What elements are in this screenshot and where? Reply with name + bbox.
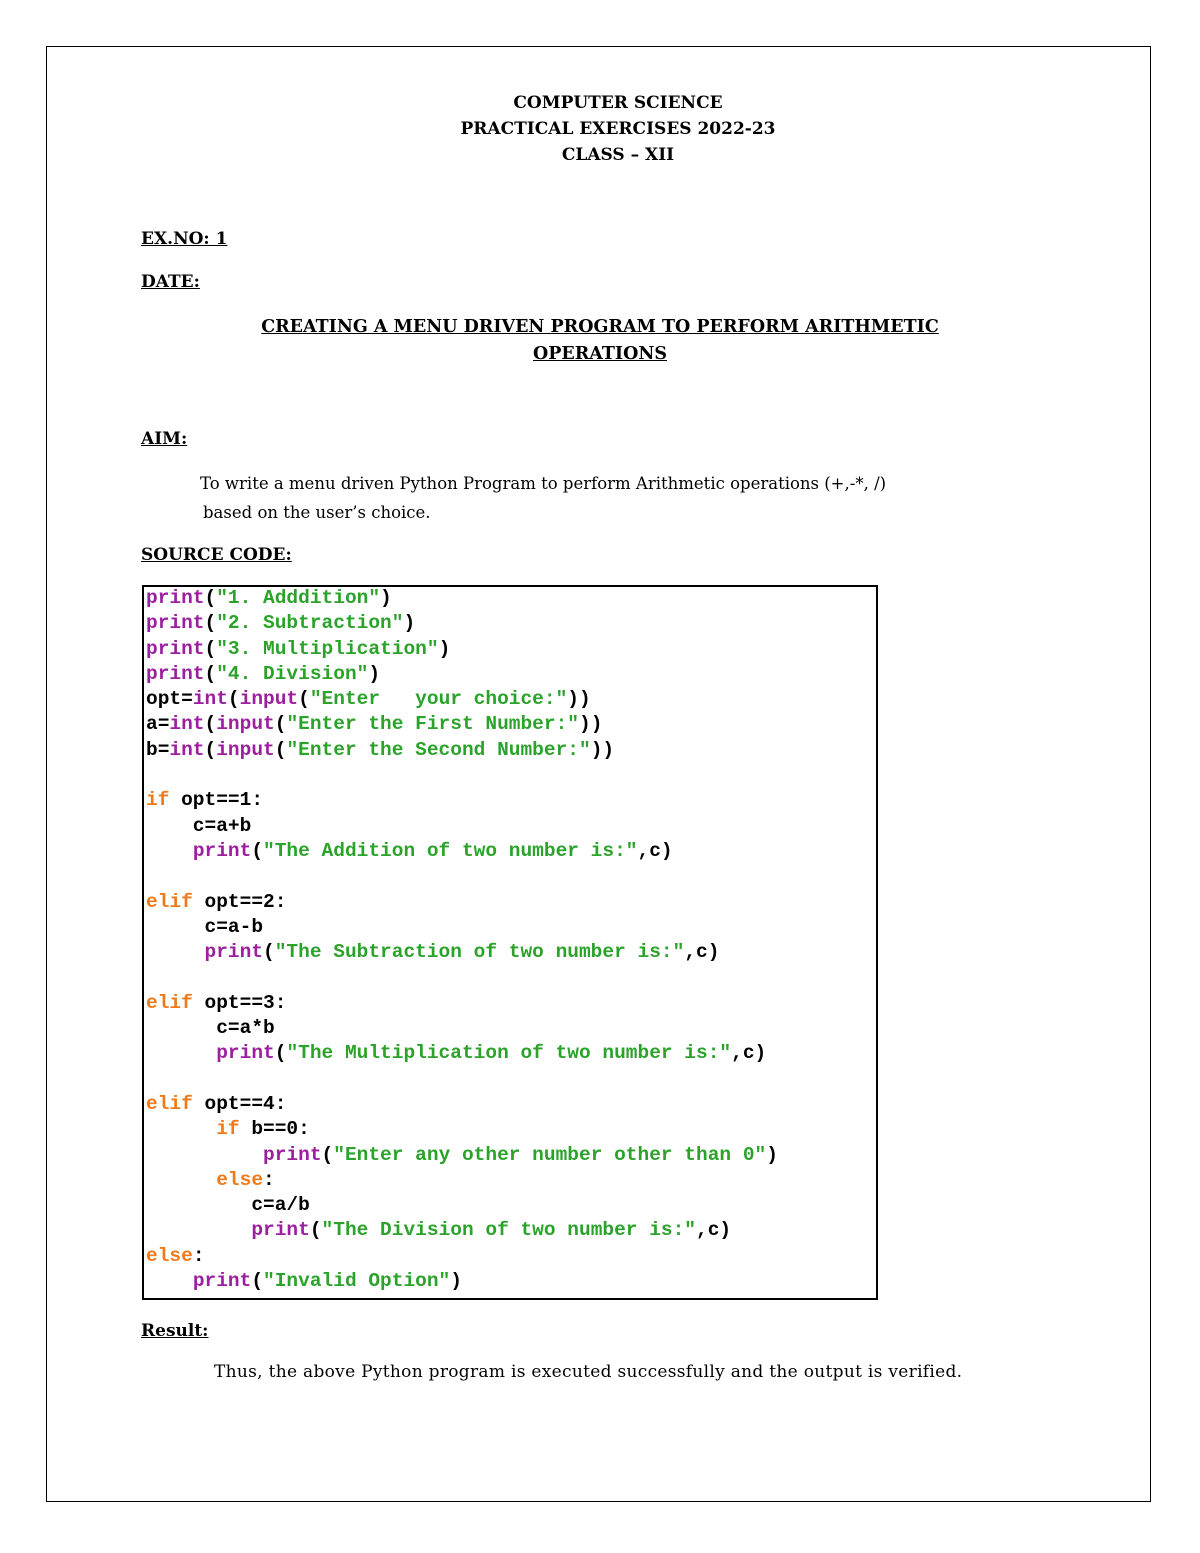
code-token: ( xyxy=(227,688,240,711)
exercise-title xyxy=(0,314,1200,368)
code-token: input xyxy=(216,738,275,761)
code-token: print xyxy=(192,839,252,862)
code-line xyxy=(146,1244,778,1269)
code-token: c=a*b xyxy=(146,1017,275,1040)
header-subject: COMPUTER SCIENCE xyxy=(513,93,723,113)
code-token: c=a-b xyxy=(146,915,264,938)
code-line xyxy=(146,712,778,737)
code-line xyxy=(146,940,778,965)
code-token: )) xyxy=(590,738,615,761)
code-token: print xyxy=(251,1219,310,1242)
code-line xyxy=(146,814,778,839)
code-line xyxy=(146,864,778,889)
code-token: int xyxy=(169,713,205,736)
exercise-number-label: EX.NO: 1 xyxy=(141,229,228,249)
date-label: DATE: xyxy=(141,272,200,292)
code-token: "3. Multiplication" xyxy=(216,637,439,660)
code-line xyxy=(146,1092,778,1117)
code-token: ( xyxy=(204,587,217,609)
code-token: : xyxy=(263,1168,275,1191)
code-token: "2. Subtraction" xyxy=(216,612,404,635)
code-line xyxy=(146,1218,778,1243)
code-token xyxy=(146,1042,216,1064)
code-token: ) xyxy=(403,612,416,635)
code-token: ( xyxy=(204,662,217,685)
code-token: opt= xyxy=(146,688,193,711)
code-token xyxy=(146,1219,251,1241)
code-line xyxy=(146,1117,778,1142)
code-token: ) xyxy=(380,587,392,609)
code-token: print xyxy=(192,1270,252,1293)
header-class: CLASS – XII xyxy=(561,145,675,165)
code-token: ( xyxy=(274,713,287,736)
code-token: ( xyxy=(251,1270,264,1293)
aim-line2: based on the user’s choice. xyxy=(203,503,431,522)
code-token: ,c) xyxy=(696,1219,732,1242)
code-token: "The Multiplication of two number is:" xyxy=(286,1042,732,1065)
code-token: ( xyxy=(204,612,217,635)
code-token: "Enter your choice:" xyxy=(309,688,568,711)
code-token: print xyxy=(146,612,205,635)
code-token: ) xyxy=(766,1143,778,1166)
code-token: int xyxy=(169,738,205,761)
code-line xyxy=(146,890,778,915)
code-token: print xyxy=(146,587,205,609)
code-token: ( xyxy=(274,1042,287,1065)
code-line xyxy=(146,1067,778,1092)
code-token: ) xyxy=(438,637,451,660)
code-token: c=a+b xyxy=(146,814,252,837)
code-token: opt==4: xyxy=(192,1092,287,1115)
code-token: "Enter any other number other than 0" xyxy=(333,1143,767,1166)
code-line xyxy=(146,662,778,687)
header-exercises: PRACTICAL EXERCISES 2022-23 xyxy=(460,119,776,139)
code-token: ( xyxy=(321,1143,334,1166)
code-token: "4. Division" xyxy=(216,662,369,685)
code-token: int xyxy=(192,688,228,711)
code-line xyxy=(146,965,778,990)
code-token: a= xyxy=(146,713,170,736)
code-line xyxy=(146,1143,778,1168)
code-token: "The Subtraction of two number is:" xyxy=(274,941,685,964)
code-line xyxy=(146,1041,778,1066)
code-token: "Enter the First Number:" xyxy=(286,713,579,736)
code-token: ( xyxy=(204,713,217,736)
code-line xyxy=(146,687,778,712)
code-token: )) xyxy=(567,688,591,711)
code-token: c=a/b xyxy=(146,1194,310,1217)
code-token: ) xyxy=(450,1270,462,1293)
code-token: ( xyxy=(251,839,264,862)
aim-text xyxy=(200,469,1100,527)
code-line xyxy=(146,1016,778,1041)
code-token: ( xyxy=(204,738,217,761)
code-token: b==0: xyxy=(239,1118,310,1141)
code-token: ( xyxy=(309,1219,322,1242)
code-token: ,c) xyxy=(637,839,673,862)
code-token: if xyxy=(216,1118,240,1141)
code-line xyxy=(146,1193,778,1218)
code-token: print xyxy=(146,637,205,660)
code-token: ( xyxy=(263,941,275,964)
result-heading: Result: xyxy=(141,1321,209,1341)
code-token: print xyxy=(146,662,205,685)
exercise-title-line2: OPERATIONS xyxy=(533,344,667,364)
code-token: input xyxy=(216,713,275,736)
code-line xyxy=(146,763,778,788)
code-token xyxy=(146,1270,193,1292)
code-line xyxy=(146,1269,778,1294)
code-token: input xyxy=(239,688,299,711)
code-line xyxy=(146,991,778,1016)
code-line xyxy=(146,611,778,636)
code-token xyxy=(146,1169,216,1191)
code-line xyxy=(146,586,778,611)
code-token: "Invalid Option" xyxy=(263,1270,451,1293)
code-token xyxy=(146,1144,263,1166)
code-token: "The Division of two number is:" xyxy=(321,1219,697,1242)
code-line xyxy=(146,738,778,763)
code-token: else xyxy=(146,1244,193,1267)
code-token: "Enter the Second Number:" xyxy=(286,738,591,761)
code-token: b= xyxy=(146,738,170,761)
exercise-title-line1: CREATING A MENU DRIVEN PROGRAM TO PERFORM ARITHMETIC xyxy=(261,317,939,337)
code-line xyxy=(146,1168,778,1193)
code-token: ( xyxy=(204,637,217,660)
aim-heading: AIM: xyxy=(141,429,188,449)
code-line xyxy=(146,637,778,662)
code-line xyxy=(146,788,778,813)
code-token: ) xyxy=(368,662,381,685)
code-token: elif xyxy=(146,991,193,1014)
code-line xyxy=(146,839,778,864)
code-token: opt==2: xyxy=(192,890,287,913)
source-code-block xyxy=(146,586,778,1294)
aim-line1: To write a menu driven Python Program to perform Arithmetic operations (+,-*, /) xyxy=(200,474,887,493)
code-token xyxy=(146,941,205,963)
code-token: print xyxy=(204,941,264,964)
code-token: opt==1: xyxy=(169,789,264,812)
code-token: : xyxy=(192,1244,205,1267)
code-token xyxy=(146,840,193,862)
code-token: "1. Adddition" xyxy=(216,587,381,609)
code-token: ,c) xyxy=(731,1042,767,1065)
code-token: ,c) xyxy=(684,941,720,964)
code-token: "The Addition of two number is:" xyxy=(263,839,638,862)
code-token: elif xyxy=(146,1092,193,1115)
code-token: opt==3: xyxy=(192,991,287,1014)
code-token: elif xyxy=(146,890,193,913)
code-token: ( xyxy=(274,738,287,761)
code-token: print xyxy=(263,1143,322,1166)
code-token: print xyxy=(216,1042,275,1065)
code-token: )) xyxy=(579,713,603,736)
document-header xyxy=(0,90,1200,168)
code-line xyxy=(146,915,778,940)
code-token: ( xyxy=(298,688,310,711)
code-token xyxy=(146,1118,216,1140)
code-token: else xyxy=(216,1168,264,1191)
source-code-heading: SOURCE CODE: xyxy=(141,545,292,565)
code-token: if xyxy=(146,789,170,812)
result-text: Thus, the above Python program is executed successfully and the output is verified. xyxy=(214,1362,963,1382)
